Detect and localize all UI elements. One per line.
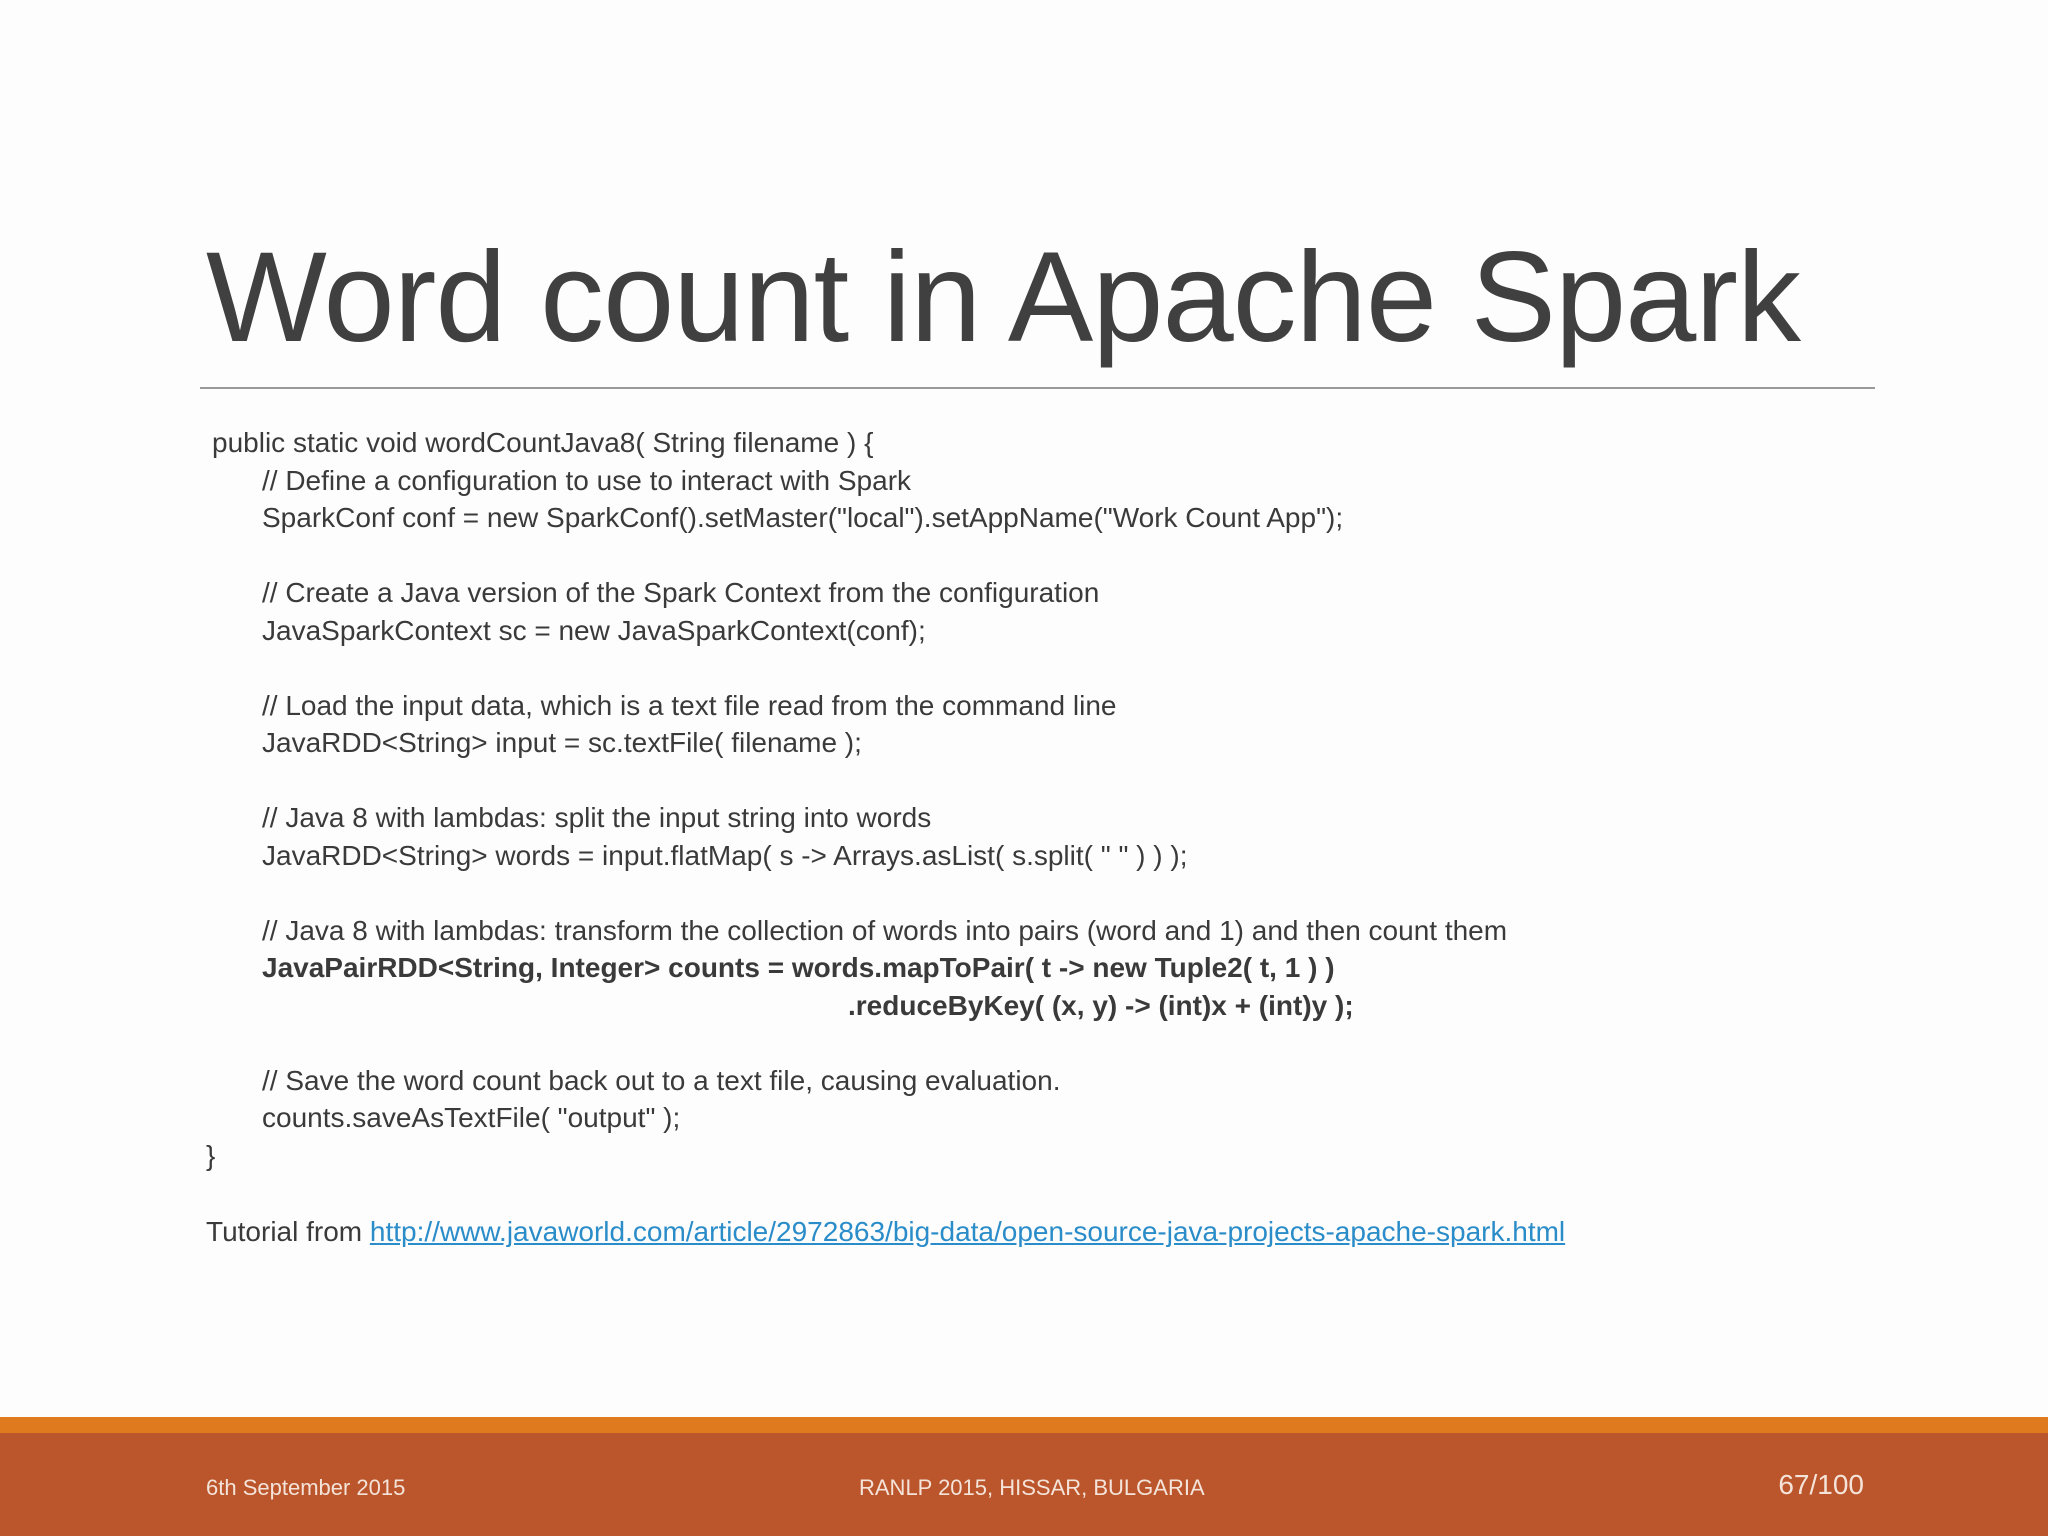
code-line xyxy=(206,537,1856,575)
title-divider xyxy=(200,387,1875,389)
code-line: // Create a Java version of the Spark Context from the configuration xyxy=(262,577,1100,608)
code-block xyxy=(206,424,1856,1174)
code-line: } xyxy=(206,1139,216,1171)
code-line: counts.saveAsTextFile( "output" ); xyxy=(262,1102,681,1133)
code-line: public static void wordCountJava8( String filename ) { xyxy=(212,427,874,458)
code-line: JavaPairRDD<String, Integer> counts = words.mapToPair( t -> new Tuple2( t, 1 ) ) xyxy=(262,952,1335,983)
code-line: // Java 8 with lambdas: split the input string into words xyxy=(262,802,932,833)
tutorial-line xyxy=(206,1213,1565,1250)
code-line: JavaRDD<String> input = sc.textFile( filename ); xyxy=(262,727,862,758)
footer-event: RANLP 2015, HISSAR, BULGARIA xyxy=(859,1475,1205,1500)
code-line xyxy=(206,649,1856,687)
footer xyxy=(0,1433,2048,1536)
footer-page-number: 67/100 xyxy=(1778,1469,1864,1500)
code-line: // Save the word count back out to a text file, causing evaluation. xyxy=(262,1064,1061,1096)
code-line: // Load the input data, which is a text file read from the command line xyxy=(262,689,1117,721)
code-line: // Java 8 with lambdas: transform the collection of words into pairs (word and 1) and then count them xyxy=(262,914,1508,946)
code-line: SparkConf conf = new SparkConf().setMaster("local").setAppName("Work Count App"); xyxy=(262,502,1344,533)
code-line: // Define a configuration to use to interact with Spark xyxy=(262,464,912,496)
tutorial-prefix: Tutorial from xyxy=(206,1216,370,1247)
footer-stripe xyxy=(0,1417,2048,1433)
slide-title: Word count in Apache Spark xyxy=(206,226,1800,369)
code-line: .reduceByKey( (x, y) -> (int)x + (int)y ); xyxy=(848,989,1354,1021)
code-line: JavaSparkContext sc = new JavaSparkContext(conf); xyxy=(262,614,926,646)
code-line: JavaRDD<String> words = input.flatMap( s -> Arrays.asList( s.split( " " ) ) ); xyxy=(262,839,1188,871)
code-line xyxy=(206,762,1856,800)
tutorial-link[interactable]: http://www.javaworld.com/article/2972863/big-data/open-source-java-projects-apache-spark.html xyxy=(369,1216,1566,1247)
footer-date: 6th September 2015 xyxy=(206,1475,406,1500)
code-line xyxy=(206,1024,1856,1062)
code-line xyxy=(206,874,1856,912)
